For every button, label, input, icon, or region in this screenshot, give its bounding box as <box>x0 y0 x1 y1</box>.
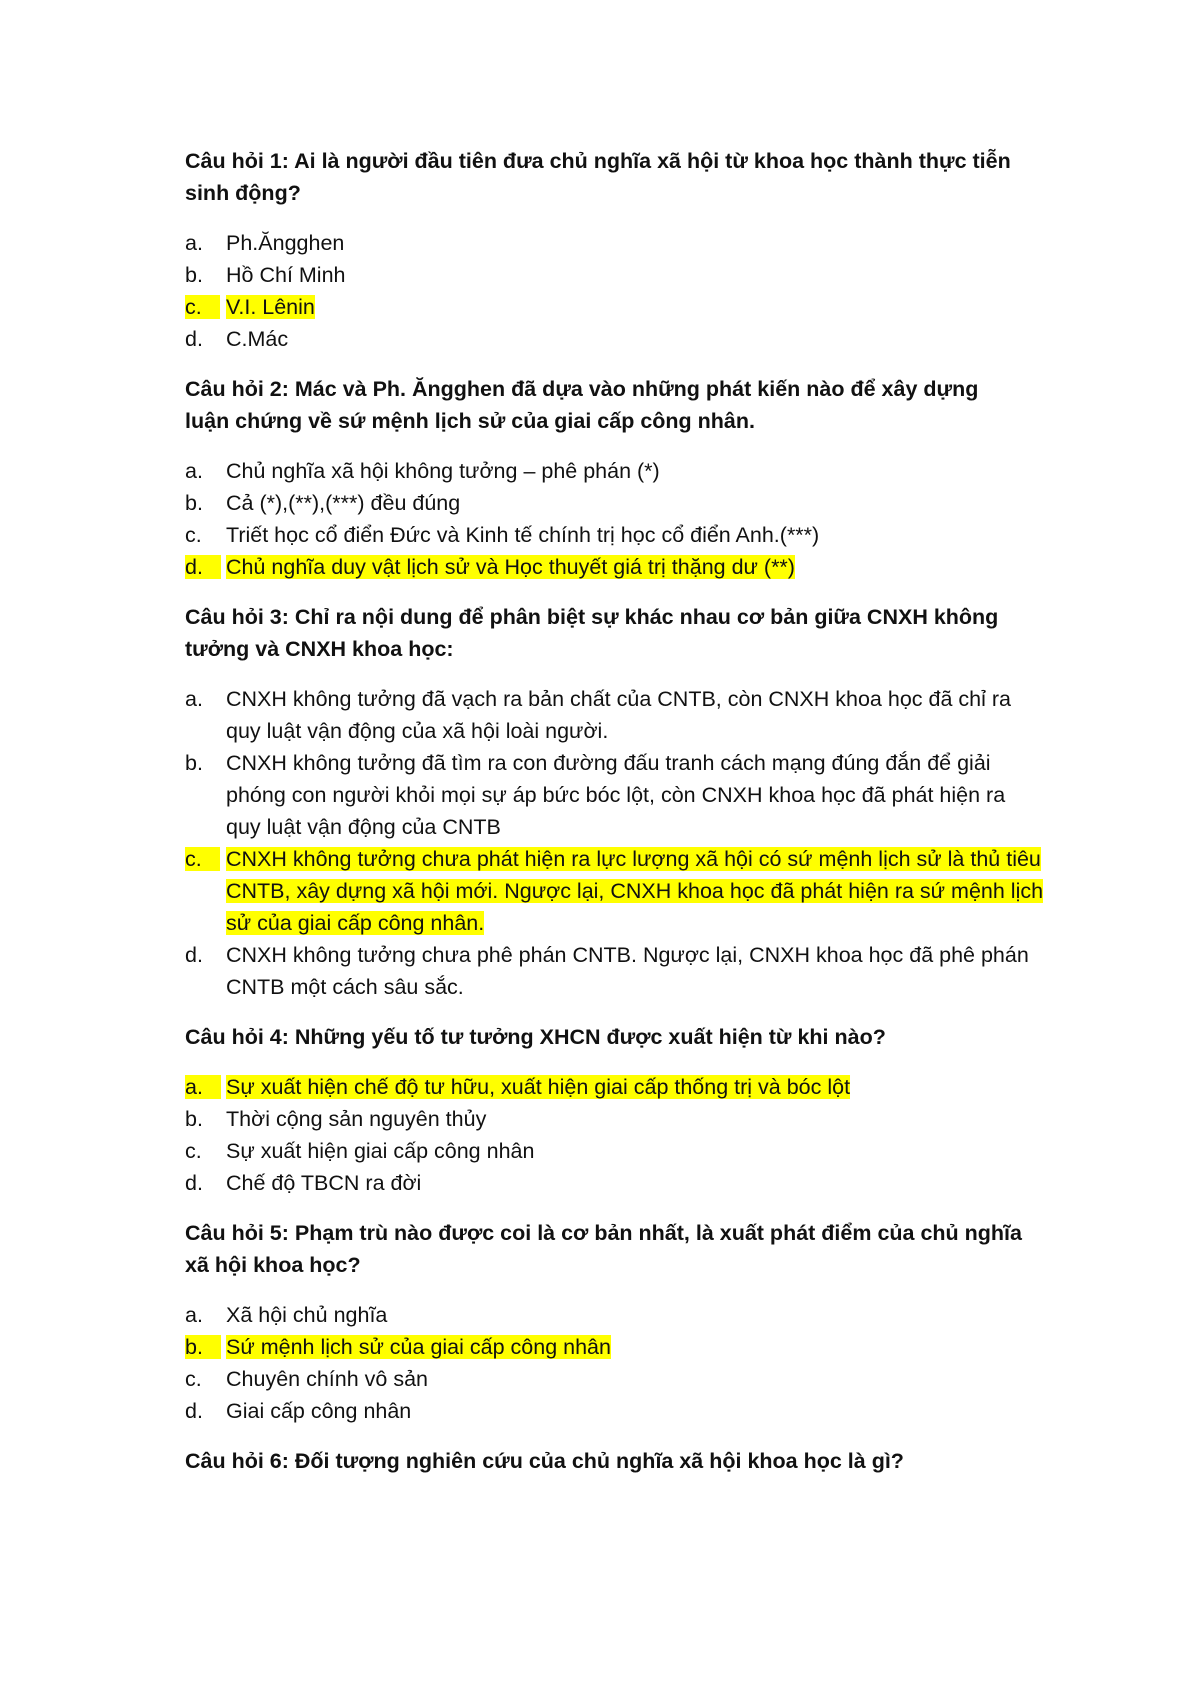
answer-options <box>185 455 1045 583</box>
option-letter: a. <box>185 1075 203 1099</box>
answer-option <box>185 323 1045 355</box>
option-text: Triết học cổ điển Đức và Kinh tế chính trị học cổ điển Anh.(***) <box>226 523 820 547</box>
option-text: Giai cấp công nhân <box>226 1399 412 1423</box>
answer-option <box>185 487 1045 519</box>
answer-options <box>185 227 1045 355</box>
option-letter: c. <box>185 1139 202 1163</box>
option-text-highlighted: CNXH không tưởng chưa phát hiện ra lực lượng xã hội có sứ mệnh lịch sử là thủ tiêu CNTB, xây dựng xã hội mới. Ngược lại, CNXH khoa học đã phát hiện ra sứ mệnh lịch sử của giai cấp công nhân. <box>226 847 1044 935</box>
option-letter: b. <box>185 1107 203 1131</box>
option-letter: b. <box>185 491 203 515</box>
answer-options <box>185 1071 1045 1199</box>
option-letter: b. <box>185 751 203 775</box>
answer-option-correct <box>185 843 1045 939</box>
answer-option <box>185 259 1045 291</box>
question-title: Câu hỏi 5: Phạm trù nào được coi là cơ bản nhất, là xuất phát điểm của chủ nghĩa xã hội khoa học? <box>185 1221 1022 1277</box>
question-1 <box>185 145 1045 355</box>
option-text: CNXH không tưởng chưa phê phán CNTB. Ngược lại, CNXH khoa học đã phê phán CNTB một cách sâu sắc. <box>226 943 1029 999</box>
answer-option <box>185 1103 1045 1135</box>
answer-options <box>185 1299 1045 1427</box>
option-text: C.Mác <box>226 327 289 351</box>
answer-option <box>185 1135 1045 1167</box>
question-3 <box>185 601 1045 1003</box>
answer-option <box>185 747 1045 843</box>
question-title: Câu hỏi 6: Đối tượng nghiên cứu của chủ nghĩa xã hội khoa học là gì? <box>185 1449 904 1473</box>
option-text: Thời cộng sản nguyên thủy <box>226 1107 487 1131</box>
option-text-highlighted: Sứ mệnh lịch sử của giai cấp công nhân <box>226 1335 611 1359</box>
answer-option-correct <box>185 1331 1045 1363</box>
answer-option <box>185 939 1045 1003</box>
answer-option <box>185 1395 1045 1427</box>
option-text: CNXH không tưởng đã tìm ra con đường đấu tranh cách mạng đúng đắn để giải phóng con người khỏi mọi sự áp bức bóc lột, còn CNXH khoa học đã phát hiện ra quy luật vận động của CNTB <box>226 751 1006 839</box>
option-letter: a. <box>185 1303 203 1327</box>
answer-options <box>185 683 1045 1003</box>
option-letter: d. <box>185 327 203 351</box>
option-text: Chủ nghĩa xã hội không tưởng – phê phán (*) <box>226 459 660 483</box>
answer-option-correct <box>185 1071 1045 1103</box>
option-letter: a. <box>185 687 203 711</box>
answer-option <box>185 1299 1045 1331</box>
question-title: Câu hỏi 2: Mác và Ph. Ăngghen đã dựa vào những phát kiến nào để xây dựng luận chứng về sứ mệnh lịch sử của giai cấp công nhân. <box>185 377 979 433</box>
answer-option-correct <box>185 551 1045 583</box>
option-letter: d. <box>185 943 203 967</box>
question-title: Câu hỏi 1: Ai là người đầu tiên đưa chủ nghĩa xã hội từ khoa học thành thực tiễn sinh động? <box>185 149 1011 205</box>
question-title: Câu hỏi 4: Những yếu tố tư tưởng XHCN được xuất hiện từ khi nào? <box>185 1025 886 1049</box>
option-text: Chuyên chính vô sản <box>226 1367 428 1391</box>
option-letter: d. <box>185 555 203 579</box>
option-text: Sự xuất hiện giai cấp công nhân <box>226 1139 535 1163</box>
option-text: Cả (*),(**),(***) đều đúng <box>226 491 461 515</box>
question-2 <box>185 373 1045 583</box>
option-letter: a. <box>185 231 203 255</box>
option-letter: b. <box>185 1335 203 1359</box>
option-letter: c. <box>185 847 202 871</box>
option-text-highlighted: Sự xuất hiện chế độ tư hữu, xuất hiện giai cấp thống trị và bóc lột <box>226 1075 851 1099</box>
option-letter: d. <box>185 1171 203 1195</box>
question-5 <box>185 1217 1045 1427</box>
question-6 <box>185 1445 1045 1477</box>
answer-option <box>185 683 1045 747</box>
option-text: Ph.Ăngghen <box>226 231 345 255</box>
answer-option <box>185 1167 1045 1199</box>
question-title: Câu hỏi 3: Chỉ ra nội dung để phân biệt sự khác nhau cơ bản giữa CNXH không tưởng và CNXH khoa học: <box>185 605 999 661</box>
option-text: CNXH không tưởng đã vạch ra bản chất của CNTB, còn CNXH khoa học đã chỉ ra quy luật vận động của xã hội loài người. <box>226 687 1011 743</box>
option-text: Xã hội chủ nghĩa <box>226 1303 388 1327</box>
option-text: Chế độ TBCN ra đời <box>226 1171 422 1195</box>
answer-option <box>185 455 1045 487</box>
option-letter: a. <box>185 459 203 483</box>
question-4 <box>185 1021 1045 1199</box>
answer-option-correct <box>185 291 1045 323</box>
answer-option <box>185 227 1045 259</box>
option-letter: b. <box>185 263 203 287</box>
answer-option <box>185 519 1045 551</box>
answer-option <box>185 1363 1045 1395</box>
option-letter: d. <box>185 1399 203 1423</box>
option-text-highlighted: Chủ nghĩa duy vật lịch sử và Học thuyết giá trị thặng dư (**) <box>226 555 795 579</box>
option-letter: c. <box>185 523 202 547</box>
document-content <box>185 145 1045 1477</box>
option-text-highlighted: V.I. Lênin <box>226 295 315 319</box>
option-text: Hồ Chí Minh <box>226 263 346 287</box>
option-letter: c. <box>185 1367 202 1391</box>
option-letter: c. <box>185 295 202 319</box>
